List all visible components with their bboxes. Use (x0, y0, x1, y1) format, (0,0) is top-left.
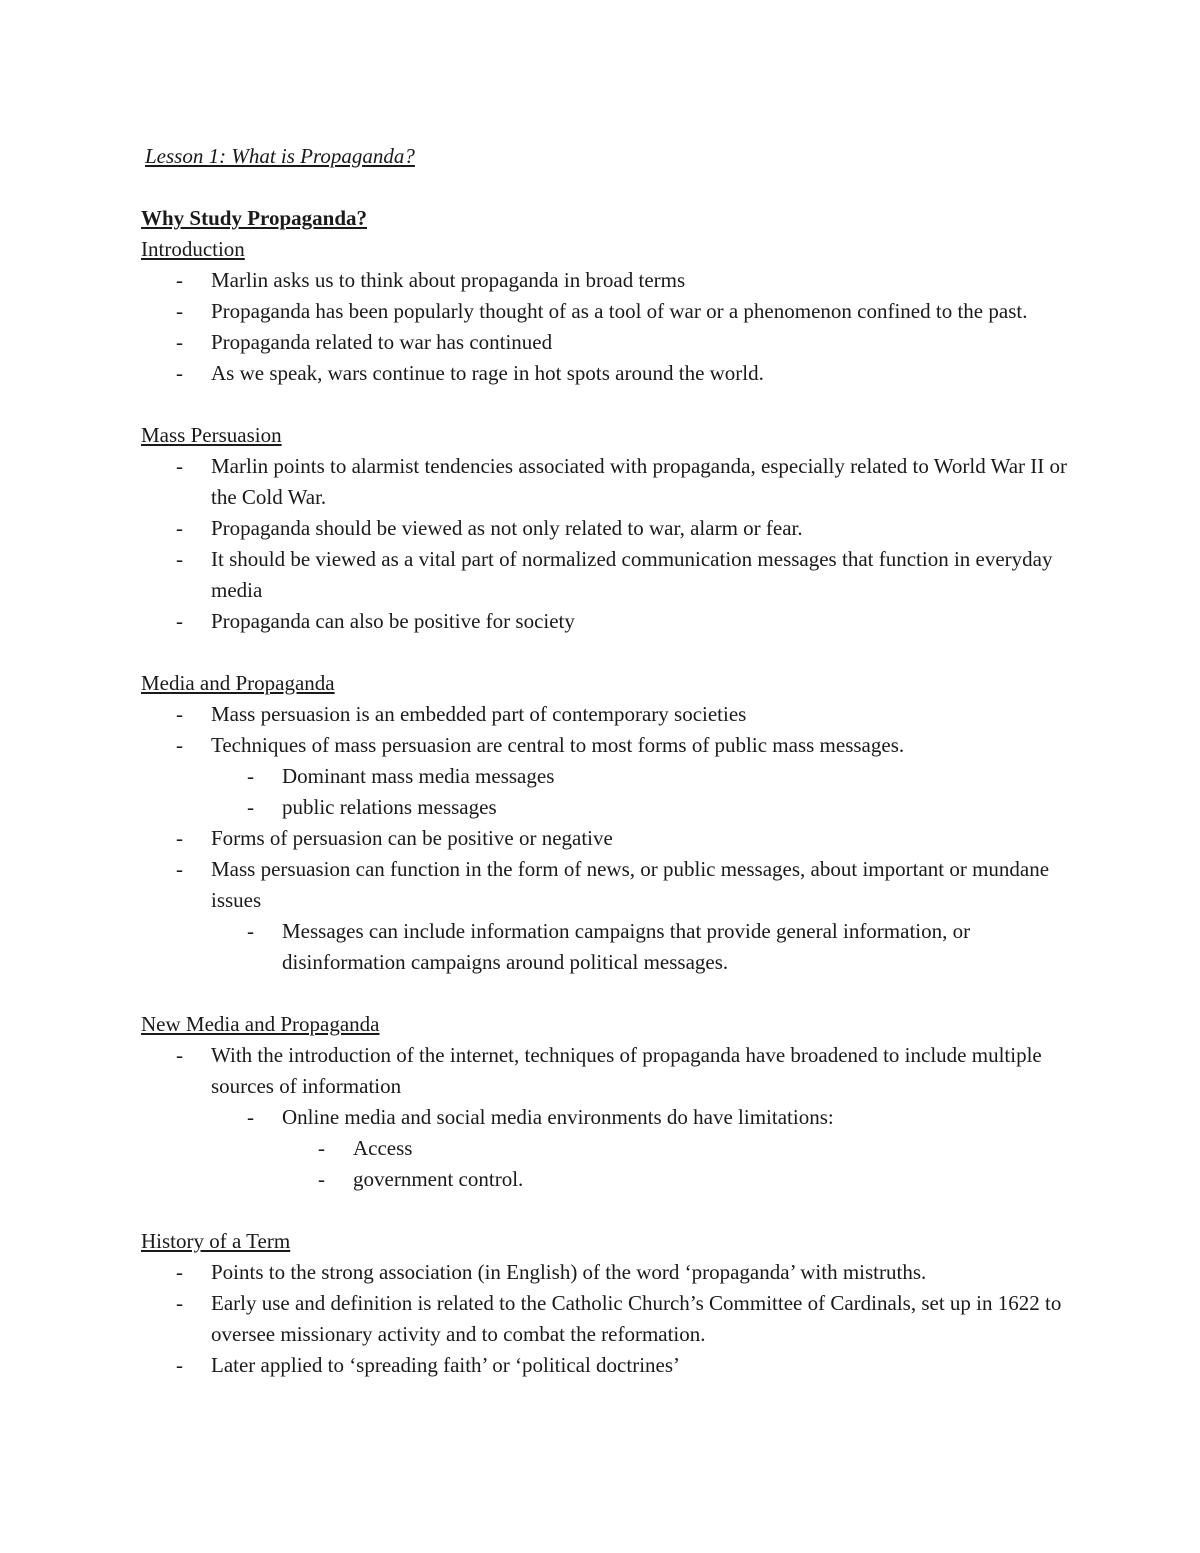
list-item-text: Dominant mass media messages (282, 764, 555, 788)
section-heading: Introduction (141, 237, 245, 261)
dash-bullet: - (318, 1167, 325, 1191)
list-item (141, 699, 1071, 730)
bullet-list-level-2 (211, 761, 1071, 823)
dash-bullet: - (176, 1353, 183, 1377)
list-item-text: government control. (353, 1167, 524, 1191)
bullet-list-level-1 (141, 265, 1071, 389)
list-item (141, 854, 1071, 916)
list-item-text: Propaganda has been popularly thought of as a tool of war or a phenomenon confined to the past. (211, 299, 1028, 323)
list-item (141, 1350, 1071, 1381)
dash-bullet: - (176, 268, 183, 292)
list-item (141, 265, 1071, 296)
list-item-text: Early use and definition is related to the Catholic Church’s Committee of Cardinals, set up in 1622 to oversee missionary activity and to combat the reformation. (211, 1291, 1062, 1346)
list-item-text: Mass persuasion can function in the form of news, or public messages, about important or mundane issues (211, 857, 1050, 912)
section-heading: History of a Term (141, 1229, 291, 1253)
list-item-text: Messages can include information campaigns that provide general information, or disinformation campaigns around political messages. (282, 919, 971, 974)
list-item (141, 327, 1071, 358)
dash-bullet: - (247, 764, 254, 788)
section-heading: Mass Persuasion (141, 423, 282, 447)
sections-container (141, 234, 1071, 1381)
list-item (141, 730, 1071, 761)
list-item (141, 513, 1071, 544)
dash-bullet: - (176, 516, 183, 540)
list-item-text: It should be viewed as a vital part of normalized communication messages that function in everyday media (211, 547, 1053, 602)
list-item (141, 606, 1071, 637)
list-item-text: Mass persuasion is an embedded part of contemporary societies (211, 702, 747, 726)
list-item (211, 792, 1071, 823)
section-heading: Media and Propaganda (141, 671, 335, 695)
dash-bullet: - (176, 547, 183, 571)
document-page (141, 141, 1071, 1412)
dash-bullet: - (176, 733, 183, 757)
section-history-of-a-term (141, 1226, 1071, 1381)
list-item-text: With the introduction of the internet, techniques of propaganda have broadened to include multiple sources of information (211, 1043, 1042, 1098)
dash-bullet: - (247, 1105, 254, 1129)
dash-bullet: - (176, 826, 183, 850)
nested-list-wrapper (141, 1102, 1071, 1195)
list-item-text: Techniques of mass persuasion are central to most forms of public mass messages. (211, 733, 905, 757)
lesson-title: Lesson 1: What is Propaganda? (145, 144, 415, 168)
list-item (211, 916, 1071, 978)
list-item (141, 1288, 1071, 1350)
bullet-list-level-1 (141, 1257, 1071, 1381)
list-item (211, 1102, 1071, 1133)
list-item (141, 544, 1071, 606)
list-item (141, 1040, 1071, 1102)
list-item (141, 451, 1071, 513)
dash-bullet: - (176, 330, 183, 354)
nested-list-wrapper (141, 916, 1071, 978)
list-item-text: Forms of persuasion can be positive or negative (211, 826, 613, 850)
section-new-media-and-propaganda (141, 1009, 1071, 1195)
list-item (141, 296, 1071, 327)
dash-bullet: - (176, 1291, 183, 1315)
section-heading: New Media and Propaganda (141, 1012, 380, 1036)
list-item (141, 1257, 1071, 1288)
section-mass-persuasion (141, 420, 1071, 637)
list-item (211, 761, 1071, 792)
dash-bullet: - (176, 454, 183, 478)
nested-list-wrapper (211, 1133, 1071, 1195)
bullet-list-level-1 (141, 1040, 1071, 1195)
list-item-text: As we speak, wars continue to rage in hot spots around the world. (211, 361, 764, 385)
bullet-list-level-2 (211, 916, 1071, 978)
bullet-list-level-1 (141, 451, 1071, 637)
list-item-text: Points to the strong association (in English) of the word ‘propaganda’ with mistruths. (211, 1260, 927, 1284)
list-item (141, 823, 1071, 854)
bullet-list-level-2 (211, 1102, 1071, 1195)
list-item-text: Propaganda can also be positive for society (211, 609, 575, 633)
nested-list-wrapper (141, 761, 1071, 823)
bullet-list-level-1 (141, 699, 1071, 978)
dash-bullet: - (176, 609, 183, 633)
list-item (282, 1133, 1071, 1164)
dash-bullet: - (176, 1260, 183, 1284)
dash-bullet: - (247, 795, 254, 819)
list-item-text: Propaganda related to war has continued (211, 330, 553, 354)
list-item-text: public relations messages (282, 795, 497, 819)
main-heading: Why Study Propaganda? (141, 206, 368, 230)
list-item (141, 358, 1071, 389)
list-item-text: Later applied to ‘spreading faith’ or ‘political doctrines’ (211, 1353, 681, 1377)
dash-bullet: - (247, 919, 254, 943)
bullet-list-level-3 (282, 1133, 1071, 1195)
list-item-text: Marlin asks us to think about propaganda in broad terms (211, 268, 686, 292)
dash-bullet: - (318, 1136, 325, 1160)
list-item-text: Marlin points to alarmist tendencies associated with propaganda, especially related to World War II or the Cold War. (211, 454, 1067, 509)
list-item-text: Online media and social media environments do have limitations: (282, 1105, 834, 1129)
list-item-text: Access (353, 1136, 413, 1160)
dash-bullet: - (176, 857, 183, 881)
list-item-text: Propaganda should be viewed as not only related to war, alarm or fear. (211, 516, 803, 540)
dash-bullet: - (176, 702, 183, 726)
dash-bullet: - (176, 361, 183, 385)
list-item (282, 1164, 1071, 1195)
section-media-and-propaganda (141, 668, 1071, 978)
dash-bullet: - (176, 299, 183, 323)
dash-bullet: - (176, 1043, 183, 1067)
section-introduction (141, 234, 1071, 389)
